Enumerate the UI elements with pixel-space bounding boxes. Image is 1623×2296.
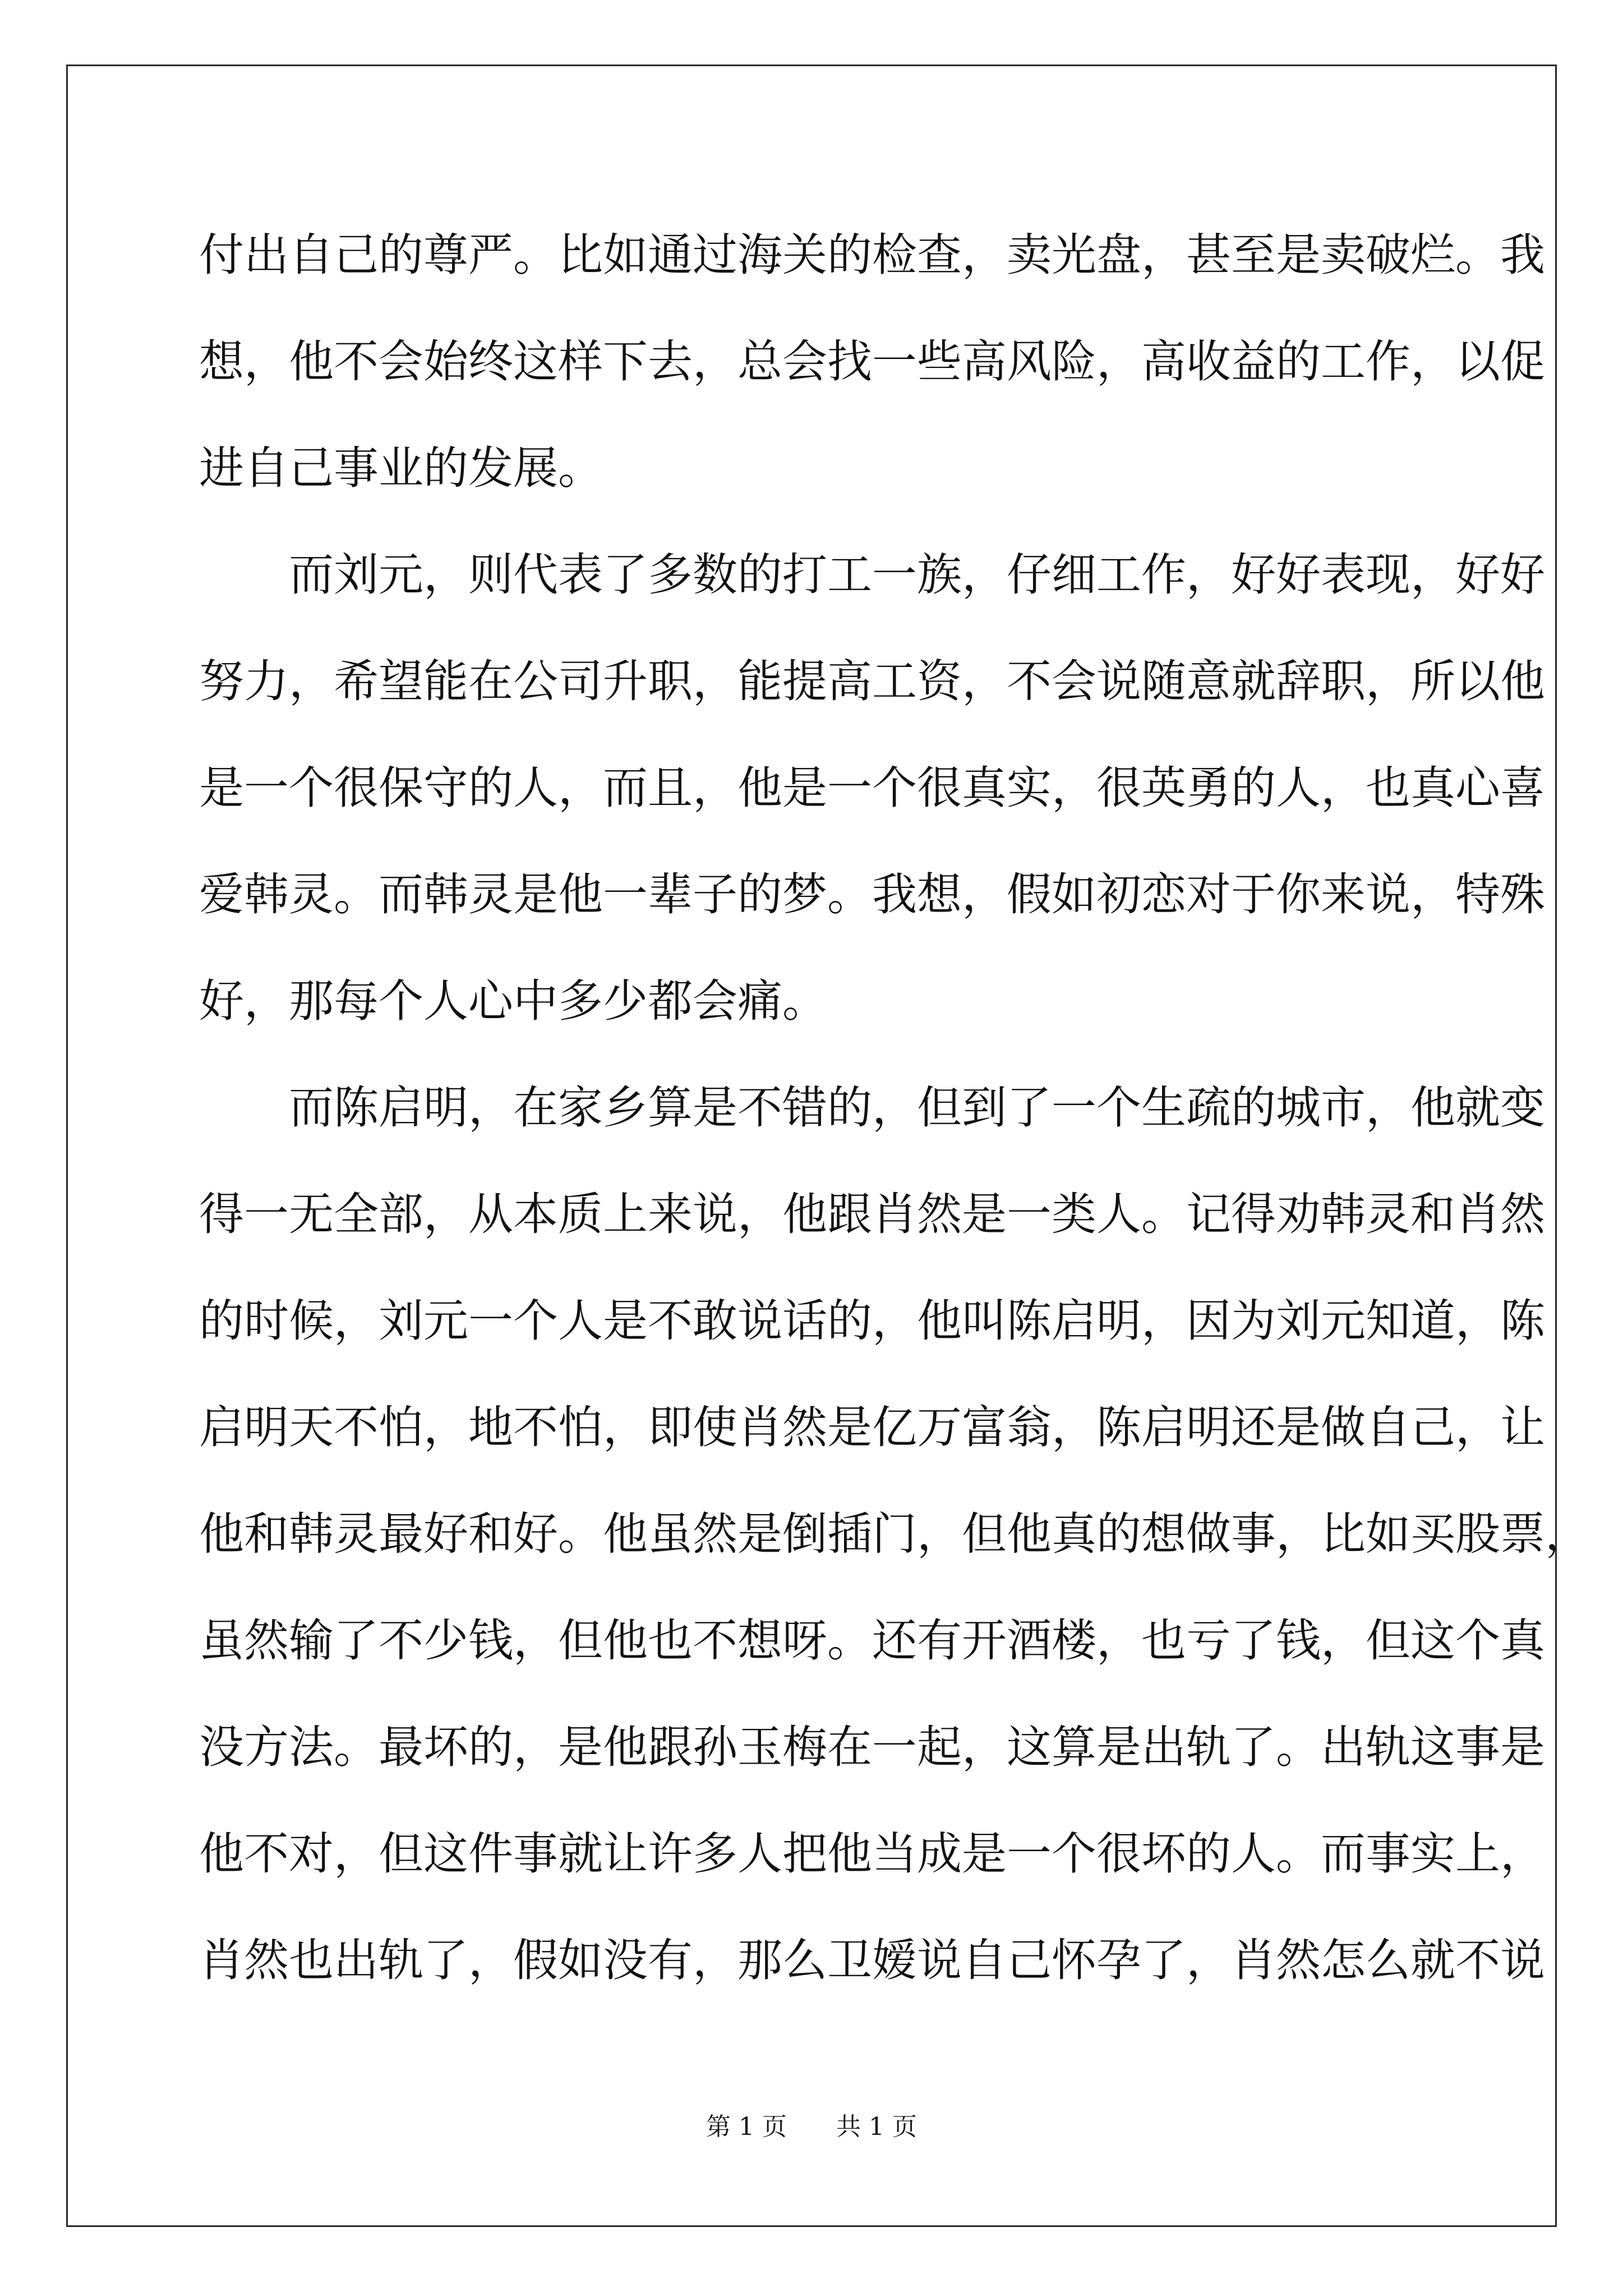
page-number: 第 1 页 [706,2113,787,2141]
text-line: 而陈启明，在家乡算是不错的，但到了一个生疏的城市，他就变 [289,1082,1545,1134]
text-line: 爱韩灵。而韩灵是他一辈子的梦。我想，假如初恋对于你来说，特殊 [199,868,1545,921]
paragraph-2 [199,522,1545,1055]
text-line: 而刘元，则代表了多数的打工一族，仔细工作，好好表现，好好 [289,549,1545,601]
text-line: 没方法。最坏的，是他跟孙玉梅在一起，这算是出轨了。出轨这事是 [199,1721,1545,1773]
paragraph-3 [199,1055,1590,2014]
text-line: 肖然也出轨了，假如没有，那么卫嫒说自己怀孕了，肖然怎么就不说 [199,1934,1545,1986]
text-line: 努力，希望能在公司升职，能提高工资，不会说随意就辞职，所以他 [199,655,1545,707]
text-line: 他和韩灵最好和好。他虽然是倒插门，但他真的想做事，比如买股票， [199,1508,1590,1560]
text-line: 启明天不怕，地不怕，即使肖然是亿万富翁，陈启明还是做自己，让 [199,1401,1545,1453]
text-line: 好，那每个人心中多少都会痛。 [199,975,827,1027]
page-total: 共 1 页 [836,2113,917,2141]
text-line: 他不对，但这件事就让许多人把他当成是一个很坏的人。而事实上， [199,1828,1545,1880]
text-line: 进自己事业的发展。 [199,442,603,494]
paragraph-1 [199,202,1545,522]
text-line: 得一无全部，从本质上来说，他跟肖然是一类人。记得劝韩灵和肖然 [199,1188,1545,1240]
document-body [199,202,1590,2014]
text-line: 虽然输了不少钱，但他也不想呀。还有开酒楼，也亏了钱，但这个真 [199,1614,1545,1667]
text-line: 付出自己的尊严。比如通过海关的检查，卖光盘，甚至是卖破烂。我 [199,229,1545,281]
text-line: 是一个很保守的人，而且，他是一个很真实，很英勇的人，也真心喜 [199,762,1545,814]
page-footer [0,2106,1623,2142]
text-line: 的时候，刘元一个人是不敢说话的，他叫陈启明，因为刘元知道，陈 [199,1295,1545,1347]
text-line: 想，他不会始终这样下去，总会找一些高风险，高收益的工作，以促 [199,335,1545,388]
